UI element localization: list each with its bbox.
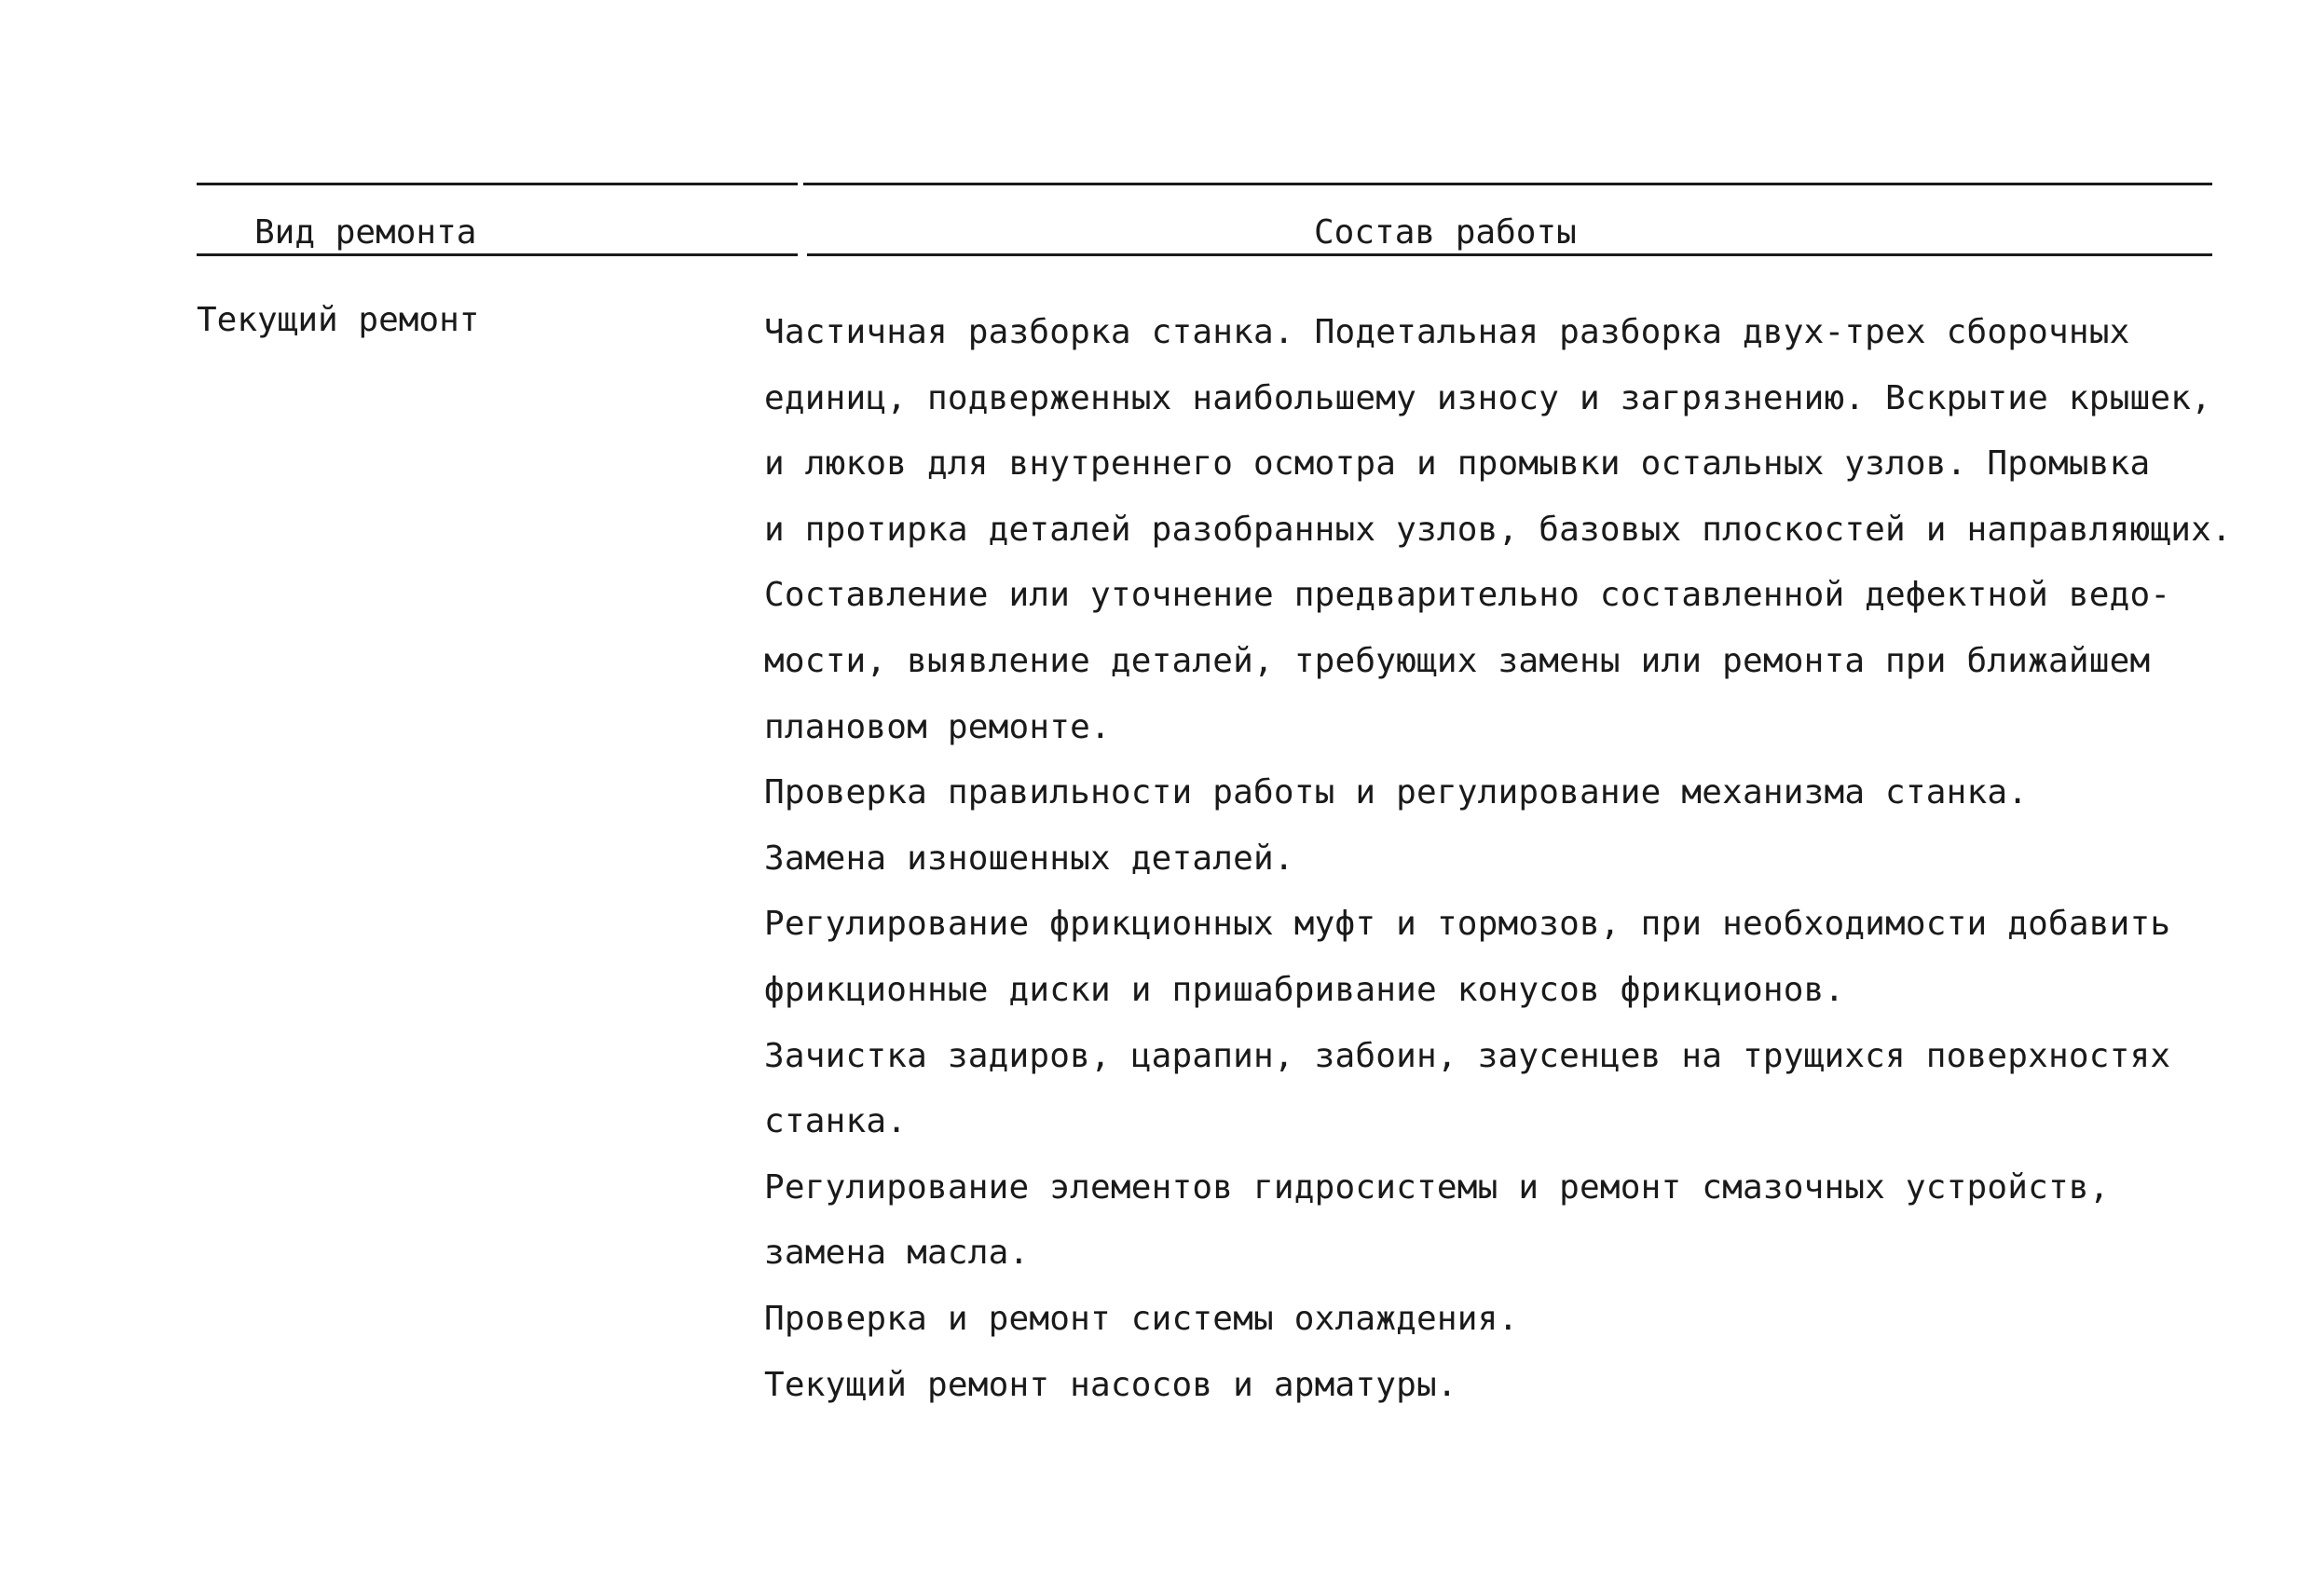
work-line: и протирка деталей разобранных узлов, базовых плоскостей и направляющих. [764,510,2232,549]
work-line: Регулирование фрикционных муфт и тормозов, при необходимости добавить [764,905,2171,944]
column-header-work-content: Состав работы [1314,213,1577,252]
work-line: Проверка и ремонт системы охлаждения. [764,1299,1519,1338]
work-line: замена масла. [764,1234,1030,1273]
header-rule-right [807,253,2212,256]
table-top-rule-left [197,183,798,185]
work-line: мости, выявление деталей, требующих замены или ремонта при ближайшем [764,641,2151,680]
work-line: и люков для внутреннего осмотра и промывки остальных узлов. Промывка [764,444,2151,484]
work-line: Составление или уточнение предварительно составленной дефектной ведо- [764,576,2171,615]
work-line: Текущий ремонт насосов и арматуры. [764,1365,1457,1404]
work-line: фрикционные диски и пришабривание конусов фрикционов. [764,970,1845,1009]
work-line: Замена изношенных деталей. [764,839,1294,878]
work-line: плановом ремонте. [764,707,1111,746]
work-line: Проверка правильности работы и регулирование механизма станка. [764,773,2029,812]
repair-type-cell: Текущий ремонт [197,301,480,339]
work-line: Регулирование элементов гидросистемы и ремонт смазочных устройств, [764,1167,2110,1207]
work-line: Частичная разборка станка. Подетальная разборка двух-трех сборочных [764,313,2130,351]
header-rule-left [197,253,798,256]
table-top-rule-right [803,183,2212,185]
work-content-cell [764,300,2237,1418]
work-line: единиц, подверженных наибольшему износу и загрязнению. Вскрытие крышек, [764,378,2212,417]
work-line: станка. [764,1102,908,1141]
column-header-repair-type: Вид ремонта [254,213,477,252]
work-line: Зачистка задиров, царапин, забоин, заусенцев на трущихся поверхностях [764,1036,2171,1075]
